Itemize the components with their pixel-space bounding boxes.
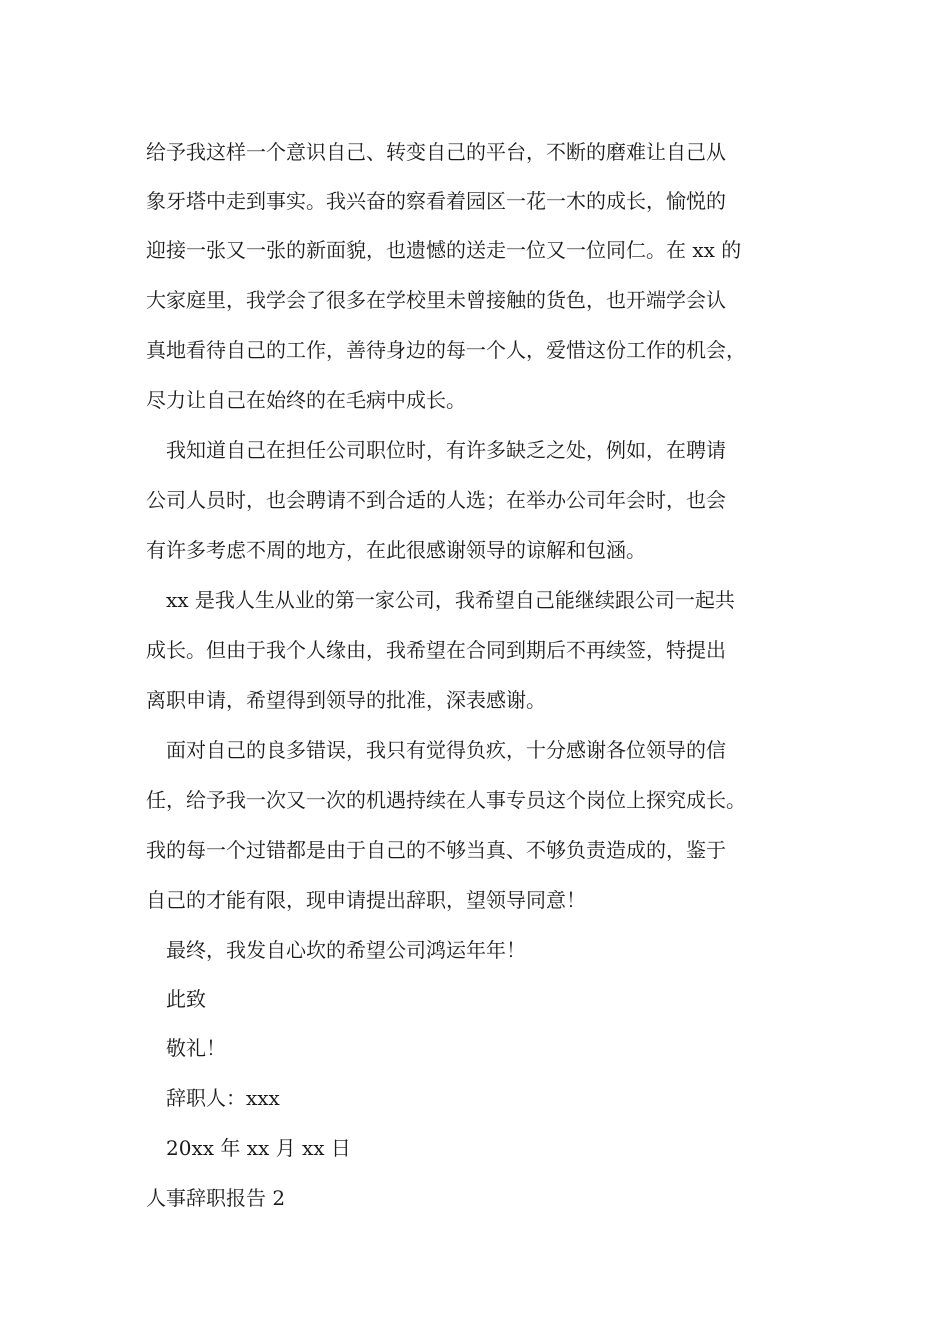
body-text-line: 给予我这样一个意识自己、转变自己的平台，不断的磨难让自己从 bbox=[146, 140, 726, 164]
body-text-line: 成长。但由于我个人缘由，我希望在合同到期后不再续签，特提出 bbox=[146, 638, 726, 662]
body-text-line: 任，给予我一次又一次的机遇持续在人事专员这个岗位上探究成长。 bbox=[146, 788, 746, 812]
body-text-line: 尽力让自己在始终的在毛病中成长。 bbox=[146, 388, 466, 412]
salute: 敬礼！ bbox=[166, 1036, 226, 1060]
body-text-line: 离职申请，希望得到领导的批准，深表感谢。 bbox=[146, 688, 546, 712]
body-text-line: 真地看待自己的工作，善待身边的每一个人，爱惜这份工作的机会， bbox=[146, 338, 746, 362]
signature-date: 20xx 年 xx 月 xx 日 bbox=[166, 1136, 351, 1160]
body-text-line: 公司人员时，也会聘请不到合适的人选；在举办公司年会时，也会 bbox=[146, 488, 726, 512]
body-text-line: xx 是我人生从业的第一家公司，我希望自己能继续跟公司一起共 bbox=[166, 588, 735, 612]
body-text-line: 有许多考虑不周的地方，在此很感谢领导的谅解和包涵。 bbox=[146, 538, 646, 562]
body-text-line: 我知道自己在担任公司职位时，有许多缺乏之处，例如，在聘请 bbox=[166, 438, 726, 462]
section-heading: 人事辞职报告 2 bbox=[146, 1186, 286, 1210]
salutation: 此致 bbox=[166, 987, 206, 1011]
body-text-line: 自己的才能有限，现申请提出辞职，望领导同意！ bbox=[146, 888, 586, 912]
body-text-line: 迎接一张又一张的新面貌，也遗憾的送走一位又一位同仁。在 xx 的 bbox=[146, 238, 742, 262]
body-text-line: 面对自己的良多错误，我只有觉得负疚，十分感谢各位领导的信 bbox=[166, 738, 726, 762]
body-text-line: 象牙塔中走到事实。我兴奋的察看着园区一花一木的成长，愉悦的 bbox=[146, 189, 726, 213]
body-text-line: 我的每一个过错都是由于自己的不够当真、不够负责造成的，鉴于 bbox=[146, 838, 726, 862]
body-text-line: 大家庭里，我学会了很多在学校里未曾接触的货色，也开端学会认 bbox=[146, 288, 726, 312]
closing-wish: 最终，我发自心坎的希望公司鸿运年年！ bbox=[166, 938, 526, 962]
signature-name: 辞职人：xxx bbox=[166, 1086, 280, 1110]
